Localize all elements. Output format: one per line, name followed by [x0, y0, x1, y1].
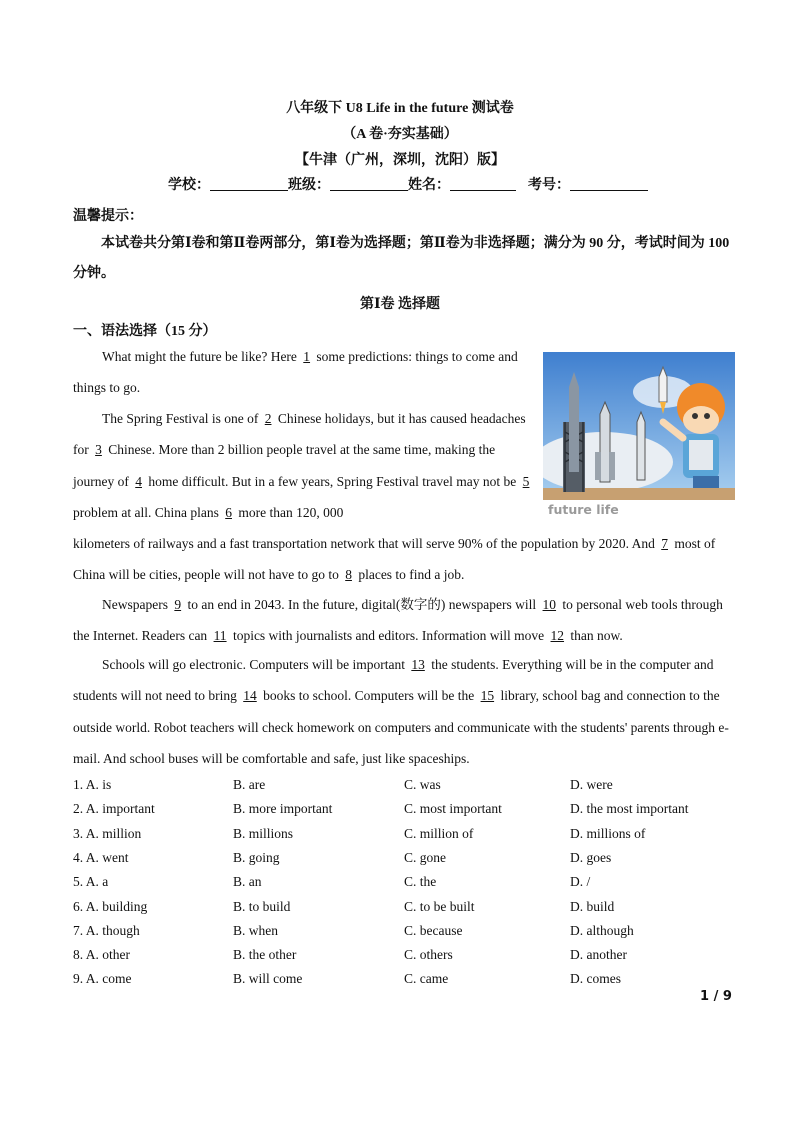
id-label: 考号：	[528, 178, 570, 193]
name-label: 姓名：	[408, 178, 450, 193]
passage-paragraph-2: The Spring Festival is one of 2 Chinese holidays, but it has caused headaches for 3 Chinese. More than 2 billion people travel at the same time, making the journey of 4 home difficult. But in a few years, Spring Festival travel may not be 5 problem at all. China plans 6 more than 120, 000	[73, 403, 533, 528]
question-7-option-a[interactable]: 7. A. though	[73, 922, 140, 938]
blank-14[interactable]: 14	[243, 688, 257, 704]
blank-3[interactable]: 3	[95, 442, 102, 458]
question-5-option-b[interactable]: B. an	[233, 874, 262, 890]
name-blank[interactable]	[450, 176, 516, 191]
question-1-option-b[interactable]: B. are	[233, 777, 266, 792]
blank-5[interactable]: 5	[522, 473, 530, 489]
passage-paragraph-3: Newspapers 9 to an end in 2043. In the future, digital(数字的) newspapers will 10 to personal web tools through the Internet. Readers can 11 topics with journalists and editors. Information will move 12 than now.	[73, 597, 723, 644]
passage-paragraph-4: Schools will go electronic. Computers will be important 13 the students. Everything will be in the computer and students will not need to bring 14 books to school. Computers will be the 15 library, school bag and connection to the outside world. Robot teachers will check homework on computers and communicate with the students' parents through e-mail. And school buses will be comfortable and safe, just like spaceships.	[73, 657, 729, 766]
question-8-option-a[interactable]: 8. A. other	[73, 947, 130, 963]
student-info-line	[168, 174, 648, 194]
blank-12[interactable]: 12	[550, 628, 565, 644]
notice-heading: 温馨提示：	[73, 209, 143, 224]
blank-10[interactable]: 10	[542, 597, 557, 612]
question-3-option-b[interactable]: B. millions	[233, 825, 294, 841]
blank-1[interactable]: 1	[303, 349, 311, 364]
notice-text: 本试卷共分第Ⅰ卷和第Ⅱ卷两部分，第Ⅰ卷为选择题；第Ⅱ卷为非选择题；满分为 90 分，考试时间为 100	[101, 236, 730, 251]
blank-8[interactable]: 8	[345, 567, 352, 583]
test-subtitle: （A 卷·夯实基础）	[342, 127, 458, 142]
blank-4[interactable]: 4	[135, 473, 142, 489]
image-caption: future life	[548, 502, 619, 517]
question-5-option-d[interactable]: D. /	[570, 874, 591, 890]
blank-15[interactable]: 15	[480, 688, 495, 704]
question-2-option-d[interactable]: D. the most important	[570, 801, 689, 817]
question-5-option-a[interactable]: 5. A. a	[73, 874, 109, 890]
blank-9[interactable]: 9	[174, 597, 182, 612]
question-1-option-c[interactable]: C. was	[404, 777, 441, 792]
test-edition: 【牛津（广州，深圳，沈阳）版】	[295, 153, 505, 168]
question-6-option-b[interactable]: B. to build	[233, 898, 291, 914]
question-6-option-d[interactable]: D. build	[570, 898, 615, 914]
question-2-option-a[interactable]: 2. A. important	[73, 801, 155, 817]
question-6-option-a[interactable]: 6. A. building	[73, 898, 148, 914]
passage-paragraph-1: What might the future be like? Here 1 some predictions: things to come and things to go.	[73, 349, 518, 396]
page-number: 1 / 9	[700, 989, 732, 1004]
blank-6[interactable]: 6	[225, 504, 232, 520]
passage-paragraph-2-continued: kilometers of railways and a fast transportation network that will serve 90% of the population by 2020. And 7 most of China will be cities, people will not have to go to 8 places to find a job.	[73, 536, 716, 583]
question-5-option-c[interactable]: C. the	[404, 874, 437, 890]
future-life-illustration	[543, 352, 735, 500]
question-8-option-b[interactable]: B. the other	[233, 947, 297, 963]
question-7-option-b[interactable]: B. when	[233, 922, 278, 938]
question-2-option-c[interactable]: C. most important	[404, 801, 502, 817]
question-4-option-c[interactable]: C. gone	[404, 849, 446, 865]
blank-13[interactable]: 13	[411, 657, 425, 672]
question-7-option-d[interactable]: D. although	[570, 922, 634, 938]
blank-11[interactable]: 11	[213, 628, 227, 644]
id-blank[interactable]	[570, 176, 648, 191]
test-title: 八年级下 U8 Life in the future 测试卷	[286, 101, 514, 116]
question-8-option-c[interactable]: C. others	[404, 947, 453, 963]
notice-text-end: 分钟。	[73, 266, 115, 281]
school-blank[interactable]	[210, 176, 288, 191]
class-blank[interactable]	[330, 176, 408, 191]
question-4-option-d[interactable]: D. goes	[570, 849, 612, 865]
question-3-option-a[interactable]: 3. A. million	[73, 825, 142, 841]
section-heading: 一、语法选择（15 分）	[73, 324, 217, 339]
volume-title: 第Ⅰ卷 选择题	[359, 297, 441, 312]
question-9-option-b[interactable]: B. will come	[233, 971, 303, 987]
question-4-option-a[interactable]: 4. A. went	[73, 849, 129, 865]
question-3-option-c[interactable]: C. million of	[404, 825, 474, 841]
school-label: 学校：	[168, 178, 210, 193]
question-9-option-d[interactable]: D. comes	[570, 971, 621, 987]
question-9-option-c[interactable]: C. came	[404, 971, 449, 987]
question-4-option-b[interactable]: B. going	[233, 849, 280, 865]
question-1-option-a[interactable]: 1. A. is	[73, 777, 112, 792]
class-label: 班级：	[288, 178, 330, 193]
question-7-option-c[interactable]: C. because	[404, 922, 463, 938]
question-9-option-a[interactable]: 9. A. come	[73, 971, 132, 987]
blank-2[interactable]: 2	[264, 411, 272, 426]
question-1-option-d[interactable]: D. were	[570, 777, 613, 792]
question-6-option-c[interactable]: C. to be built	[404, 898, 475, 914]
question-8-option-d[interactable]: D. another	[570, 947, 627, 963]
blank-7[interactable]: 7	[661, 536, 668, 551]
question-2-option-b[interactable]: B. more important	[233, 801, 333, 817]
question-3-option-d[interactable]: D. millions of	[570, 825, 646, 841]
